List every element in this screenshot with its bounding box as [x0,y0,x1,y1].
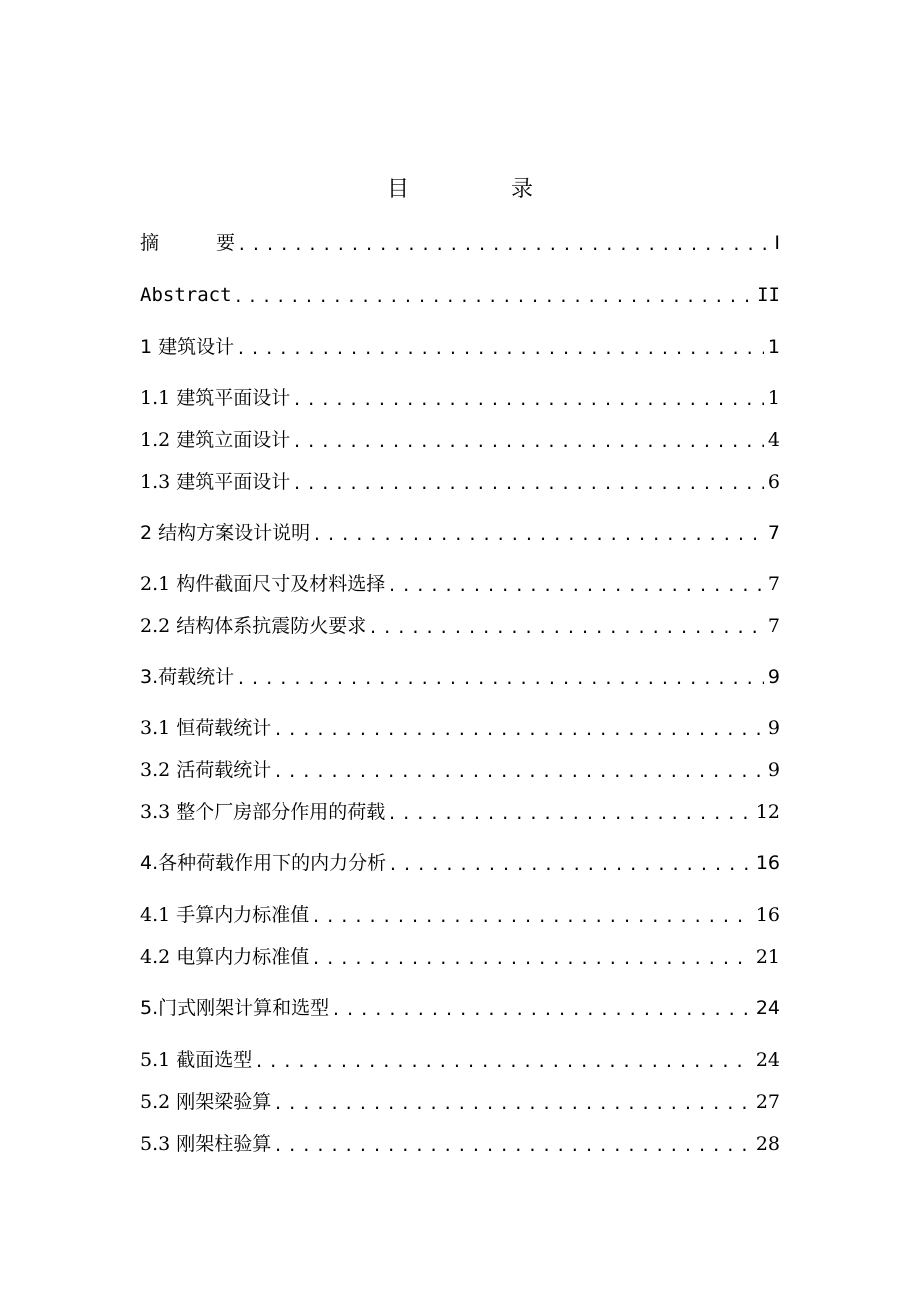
toc-entry-label: 4.2 电算内力标准值 [140,946,310,968]
toc-leader-dots [386,854,752,876]
toc-entry-label: 1.1 建筑平面设计 [140,387,291,409]
toc-leader-dots [310,524,764,546]
toc-entry-label: 4.各种荷载作用下的内力分析 [140,852,387,874]
toc-entry[interactable] [140,898,780,928]
toc-entry[interactable] [140,516,780,546]
toc-entry-page: 7 [767,573,780,595]
toc-entry[interactable] [140,423,780,453]
toc-entry-page: 21 [755,946,780,968]
toc-leader-dots [385,575,764,597]
toc-entry-label: 5.3 刚架柱验算 [140,1133,272,1155]
toc-entry[interactable] [140,381,780,411]
toc-entry-page: 24 [755,1049,780,1071]
toc-leader-dots [290,473,764,495]
toc-entry[interactable] [140,1043,780,1073]
toc-entry-label: 1.3 建筑平面设计 [140,471,291,493]
toc-entry[interactable] [140,711,780,741]
toc-entry-label: 3.荷载统计 [140,666,235,688]
toc-entry-page: 1 [767,387,780,409]
toc-leader-dots [232,286,754,308]
toc-leader-dots [366,617,764,639]
toc-entry-page: 24 [755,997,780,1019]
toc-entry-label: 摘 要 [140,232,236,254]
toc-entry-label: 3.1 恒荷载统计 [140,717,272,739]
toc-entry-page: 16 [755,904,780,926]
toc-leader-dots [271,719,764,741]
toc-entry[interactable] [140,660,780,690]
toc-entry-label: Abstract [140,284,232,306]
toc-entry-label: 2.2 结构体系抗震防火要求 [140,615,367,637]
toc-entry-page: 6 [767,471,780,493]
toc-entry-page: 7 [767,615,780,637]
toc-entry[interactable] [140,1085,780,1115]
toc-entry[interactable] [140,330,780,360]
toc-entry-page: 28 [755,1133,780,1155]
toc-entry[interactable] [140,465,780,495]
toc-entry-page: 9 [767,759,780,781]
toc-entry[interactable] [140,278,780,308]
toc-entry[interactable] [140,940,780,970]
toc-entry-page: 7 [767,522,780,544]
toc-entry-label: 5.门式刚架计算和选型 [140,997,330,1019]
toc-entry-page: 9 [767,666,780,688]
toc-entry[interactable] [140,753,780,783]
toc-leader-dots [309,948,752,970]
toc-entry[interactable] [140,1127,780,1157]
toc-entry-page: I [774,232,780,254]
toc-entry[interactable] [140,846,780,876]
toc-entry-label: 5.1 截面选型 [140,1049,253,1071]
toc-entry-label: 1.2 建筑立面设计 [140,429,291,451]
toc-entry-label: 5.2 刚架梁验算 [140,1091,272,1113]
toc-leader-dots [271,761,764,783]
toc-leader-dots [234,338,764,360]
toc-entry[interactable] [140,991,780,1021]
toc-leader-dots [271,1093,752,1115]
toc-entry-label: 3.2 活荷载统计 [140,759,272,781]
toc-leader-dots [290,431,764,453]
toc-leader-dots [329,999,752,1021]
toc-entry-page: 9 [767,717,780,739]
toc-entry-label: 2.1 构件截面尺寸及材料选择 [140,573,386,595]
toc-entry-page: 1 [767,336,780,358]
toc-entry[interactable] [140,567,780,597]
toc-leader-dots [234,668,764,690]
toc-leader-dots [252,1051,752,1073]
toc-entry-label: 1 建筑设计 [140,336,235,358]
toc-entry-label: 4.1 手算内力标准值 [140,904,310,926]
toc-entry-page: 12 [755,801,780,823]
toc-entry[interactable] [140,609,780,639]
toc-leader-dots [290,389,764,411]
toc-entry-label: 2 结构方案设计说明 [140,522,311,544]
toc-leader-dots [385,803,752,825]
toc-entry-page: 4 [767,429,780,451]
toc-leader-dots [271,1135,752,1157]
toc-entry[interactable] [140,795,780,825]
toc-entry-page: 27 [755,1091,780,1113]
toc-entry[interactable] [140,226,780,256]
toc-leader-dots [235,234,770,256]
toc-entry-page: II [757,284,780,306]
toc-leader-dots [309,906,752,928]
toc-entry-label: 3.3 整个厂房部分作用的荷载 [140,801,386,823]
toc-entry-page: 16 [755,852,780,874]
toc-title: 目 录 [386,177,573,202]
